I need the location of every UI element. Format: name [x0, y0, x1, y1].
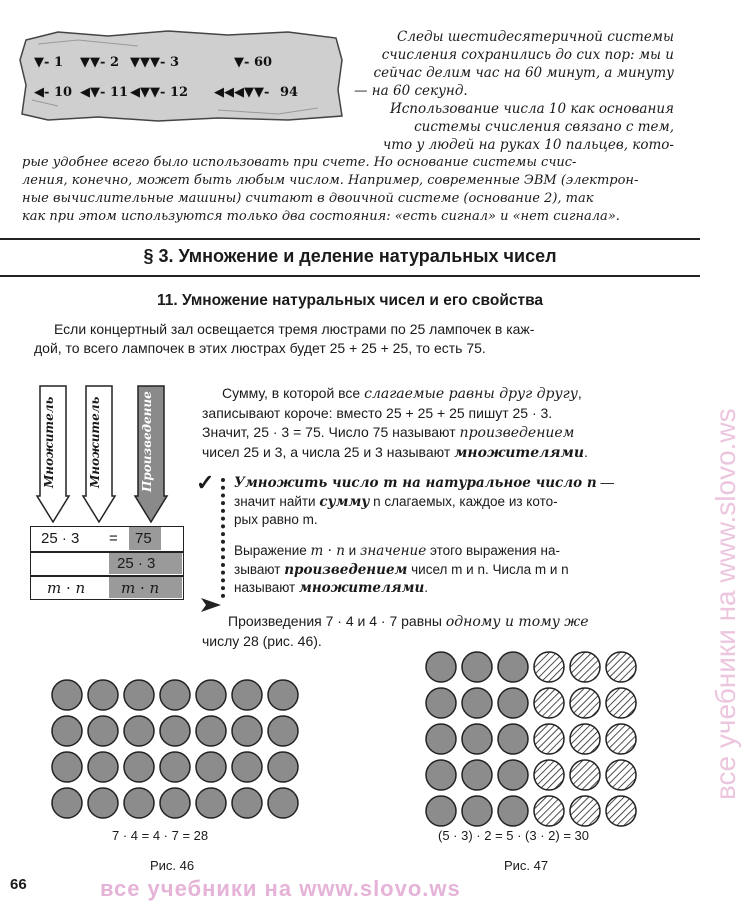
factor-label-2: Множитель [88, 396, 102, 488]
figure-46-dot [52, 788, 82, 818]
tablet-num-10: 10 [54, 85, 73, 100]
text-run: — [596, 475, 614, 490]
figure-47-caption: Рис. 47 [504, 858, 549, 873]
figure-47-dot [534, 760, 564, 790]
figure-47-dot [462, 652, 492, 682]
figure-46-dot [232, 752, 262, 782]
figure-46-dot [88, 680, 118, 710]
term-product: произведением [459, 425, 575, 441]
term-same: одному и тому же [445, 614, 589, 630]
figure-46-dot [196, 716, 226, 746]
figure-46-dot [232, 680, 262, 710]
definition-product [234, 542, 569, 598]
checkmark-icon: ✓ [196, 470, 215, 495]
text-run: и [344, 543, 360, 558]
figure-46-dot [160, 752, 190, 782]
figure-47-dot [570, 724, 600, 754]
tablet-num-3: 3 [170, 55, 180, 70]
figure-47-dot [570, 652, 600, 682]
figure-46-dot [52, 716, 82, 746]
figure-46-dot-grid [50, 678, 312, 818]
watermark-side-text: все учебники на www.slovo.ws [710, 408, 741, 800]
factor-label-1: Множитель [42, 396, 56, 488]
var-m: m [383, 475, 398, 491]
intro-line: что у людей на руках 10 пальцев, кото- [382, 137, 674, 153]
term-sum: сумму [319, 493, 370, 510]
figure-47-dot [534, 688, 564, 718]
figure-47-dot [426, 796, 456, 826]
figure-46-dot [88, 716, 118, 746]
definition-line: рых равно m. [234, 512, 318, 527]
text-run: Выражение [234, 543, 311, 558]
figure-46-dot [268, 680, 298, 710]
figure-47-dot [570, 796, 600, 826]
figure-46-dot [196, 788, 226, 818]
figure-47-dot [606, 796, 636, 826]
text-run: Умножить число [234, 475, 384, 491]
intro-full-text [22, 154, 674, 226]
figure-46-dot [232, 716, 262, 746]
text-run: значит найти [234, 493, 320, 509]
figure-47-dot [606, 652, 636, 682]
product-m-times-n: m · n [121, 579, 160, 597]
figure-46-dot [124, 680, 154, 710]
figure-46-formula: 7 · 4 = 4 · 7 = 28 [112, 828, 209, 843]
figure-47-dot [606, 724, 636, 754]
paragraph-line: числу 28 (рис. 46). [202, 633, 322, 649]
tablet-num-12: 12 [170, 85, 189, 100]
figure-47-dot [498, 796, 528, 826]
figure-47-dot [606, 760, 636, 790]
figure-47-dot [462, 796, 492, 826]
intro-right-text [354, 28, 674, 154]
figure-47-dot [570, 688, 600, 718]
figure-47-dot [606, 688, 636, 718]
text-run: называют [234, 580, 299, 595]
figure-46-dot [160, 716, 190, 746]
figure-46-dot [52, 752, 82, 782]
pointer-arrow-icon [200, 597, 222, 613]
figure-47-dot [570, 760, 600, 790]
figure-47-dot [498, 760, 528, 790]
figure-47-dot [498, 688, 528, 718]
figure-46-dot [268, 788, 298, 818]
diagram-row-3 [30, 576, 184, 600]
figure-46-dot [124, 716, 154, 746]
text-run: этого выражения на- [426, 543, 560, 558]
paragraph-intro [34, 320, 534, 358]
section-top-rule [0, 238, 700, 240]
watermark-side [680, 100, 741, 800]
text-run: . [424, 580, 429, 595]
intro-line: Использование числа 10 как основания [389, 101, 674, 117]
tablet-num-94: 94 [280, 85, 299, 100]
page-number: 66 [10, 876, 27, 893]
paragraph-line: Если концертный зал освещается тремя люстрами по 25 лампочек в каж- [54, 321, 535, 337]
intro-line: рые удобнее всего было использовать при счете. Но основание системы счис- [22, 155, 577, 170]
figure-47-dot-grid [424, 650, 654, 830]
text-run: Значит, 25 · 3 = 75. Число 75 называют [202, 424, 460, 440]
figure-46-dot [160, 680, 190, 710]
svg-text:◀▼-: ◀▼- [80, 85, 106, 100]
term-value: значение [359, 543, 427, 559]
figure-46-dot [124, 788, 154, 818]
paragraph-sum [202, 384, 588, 463]
section-bottom-rule [0, 275, 700, 277]
product-expression: 25 · 3 [117, 555, 156, 572]
term-equal-summands: слагаемые равны друг другу [364, 386, 578, 402]
term-factors: множителями [454, 445, 585, 461]
diagram-row-2 [30, 552, 184, 576]
text-run: n слагаемых, каждое из кото- [369, 493, 558, 509]
svg-text:◀◀◀▼▼-: ◀◀◀▼▼- [214, 85, 270, 100]
figure-46-dot [124, 752, 154, 782]
figure-47-dot [426, 652, 456, 682]
intro-line: ные вычислительные машины) считают в двоичной системе (основание 2), так [22, 191, 594, 206]
figure-47-dot [462, 760, 492, 790]
expr-mn: m · n [310, 543, 345, 559]
text-run: , [577, 385, 582, 401]
expression-25-times-3: 25 · 3 [41, 530, 80, 547]
figure-46-dot [160, 788, 190, 818]
figure-47-dot [462, 688, 492, 718]
svg-text:▼-: ▼- [234, 55, 250, 70]
tablet-num-60: 60 [254, 55, 273, 70]
figure-46-caption: Рис. 46 [150, 858, 195, 873]
figure-47-dot [426, 724, 456, 754]
svg-text:◀▼▼-: ◀▼▼- [130, 85, 166, 100]
intro-line: сейчас делим час на 60 минут, а минуту [373, 65, 674, 81]
intro-line: системы счисления связано с тем, [414, 119, 674, 135]
svg-text:▼-: ▼- [34, 55, 50, 70]
term-product-bold: произведением [284, 561, 408, 578]
figure-46-dot [196, 680, 226, 710]
dotted-divider [221, 478, 225, 598]
figure-47-dot [534, 724, 564, 754]
multiplication-diagram [30, 384, 186, 604]
svg-text:▼▼▼-: ▼▼▼- [130, 55, 166, 70]
text-run: . [584, 444, 588, 460]
figure-46-dot [232, 788, 262, 818]
cuneiform-tablet-illustration [18, 30, 344, 122]
term-factors-bold: множителями [299, 580, 425, 596]
var-n: n [586, 475, 597, 491]
figure-47-dot [534, 652, 564, 682]
expression-m-times-n: m · n [47, 579, 86, 597]
figure-47-dot [498, 652, 528, 682]
figure-47-formula: (5 · 3) · 2 = 5 · (3 · 2) = 30 [438, 828, 589, 843]
diagram-row-1 [30, 526, 184, 552]
text-run: чисел m и n. Числа m и n [407, 561, 569, 577]
figure-46-dot [52, 680, 82, 710]
figure-46-dot [88, 788, 118, 818]
paragraph-line: записывают короче: вместо 25 + 25 + 25 пишут 25 · 3. [202, 405, 553, 421]
svg-text:◀-: ◀- [34, 85, 50, 100]
definition-multiplication [234, 474, 614, 530]
figure-47-dot [426, 760, 456, 790]
tablet-num-2: 2 [110, 55, 120, 70]
figure-46-dot [268, 752, 298, 782]
paragraph-commutative [202, 612, 589, 651]
product-value: 75 [135, 530, 152, 547]
paragraph-line: дой, то всего лампочек в этих люстрах будет 25 + 25 + 25, то есть 75. [34, 340, 486, 356]
intro-line: как при этом используются только два состояния: «есть сигнал» и «нет сигнала». [22, 209, 620, 224]
subsection-title: 11. Умножение натуральных чисел и его свойства [156, 292, 544, 309]
equals-sign: = [109, 530, 118, 547]
section-title: § 3. Умножение и деление натуральных чисел [143, 246, 557, 266]
tablet-num-11: 11 [110, 85, 129, 100]
product-label: Произведение [140, 391, 154, 493]
figure-47-dot [426, 688, 456, 718]
text-run: на натуральное число [397, 475, 587, 491]
svg-text:▼▼-: ▼▼- [80, 55, 106, 70]
figure-46-dot [88, 752, 118, 782]
tablet-num-1: 1 [54, 55, 64, 70]
figure-46-dot [196, 752, 226, 782]
text-run: чисел 25 и 3, а числа 25 и 3 называют [202, 444, 455, 460]
text-run: зывают [234, 561, 285, 577]
figure-47-dot [534, 796, 564, 826]
intro-line: ления, конечно, может быть любым числом. Например, современные ЭВМ (электрон- [22, 173, 639, 188]
intro-line: Следы шестидесятеричной системы [397, 29, 674, 45]
figure-47-dot [498, 724, 528, 754]
text-run: Произведения 7 · 4 и 4 · 7 равны [228, 613, 446, 629]
text-run: Сумму, в которой все [222, 385, 365, 401]
intro-line: — на 60 секунд. [354, 83, 468, 99]
figure-47-dot [462, 724, 492, 754]
watermark-bottom: все учебники на www.slovo.ws [100, 876, 461, 901]
intro-line: счисления сохранились до сих пор: мы и [381, 47, 674, 63]
figure-46-dot [268, 716, 298, 746]
